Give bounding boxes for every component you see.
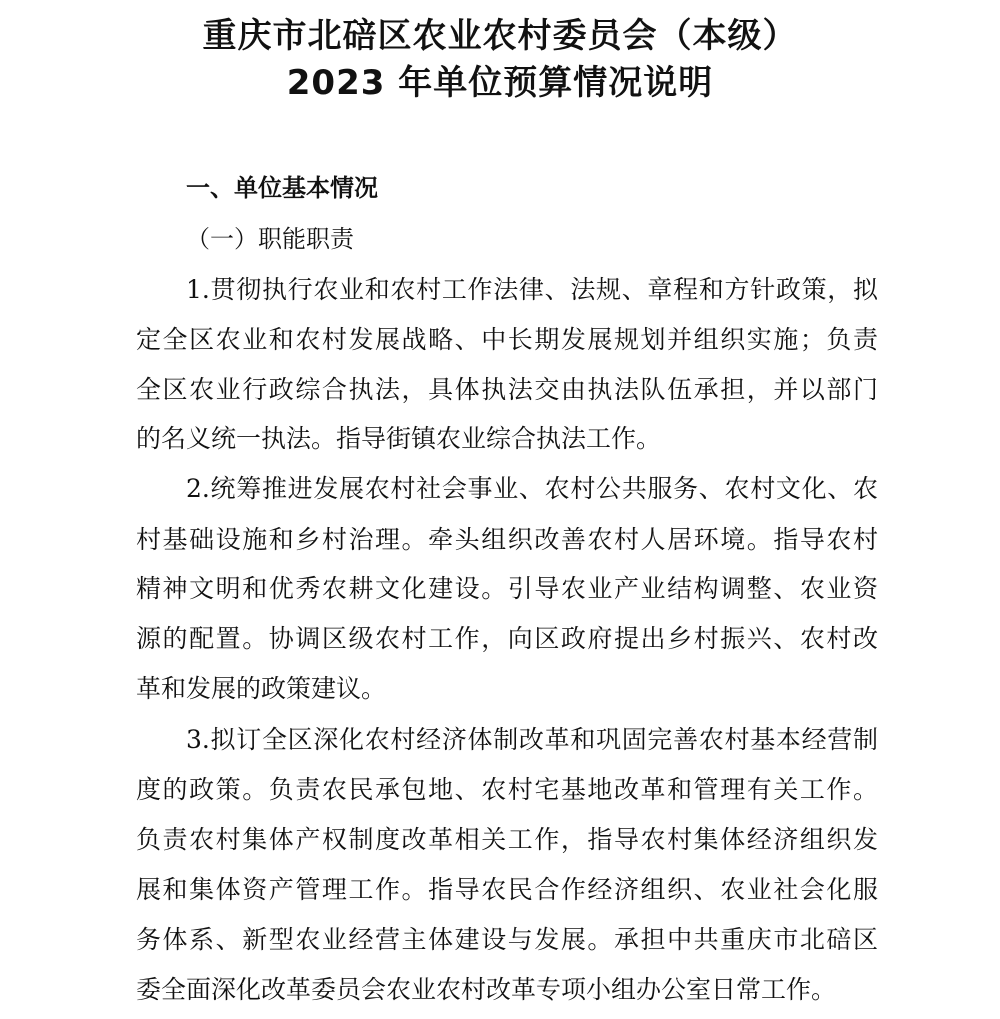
document-title-line1: 重庆市北碚区农业农村委员会（本级） [202,16,798,56]
item2-line1: 2.统筹推进发展农村社会事业、农村公共服务、农村文化、农 [186,474,878,503]
item2-line4: 源的配置。协调区级农村工作，向区政府提出乡村振兴、农村改 [136,624,878,653]
item3-line1: 3.拟订全区深化农村经济体制改革和巩固完善农村基本经营制 [186,725,878,754]
item2-line3: 精神文明和优秀农耕文化建设。引导农业产业结构调整、农业资 [136,574,878,603]
item1-line3: 全区农业行政综合执法，具体执法交由执法队伍承担，并以部门 [136,375,878,404]
item3-line5: 务体系、新型农业经营主体建设与发展。承担中共重庆市北碚区 [136,925,878,954]
subsection-heading-functions: （一）职能职责 [186,225,354,253]
section-heading-basic-info: 一、单位基本情况 [186,174,378,202]
item3-line2: 度的政策。负责农民承包地、农村宅基地改革和管理有关工作。 [136,775,878,804]
item2-line2: 村基础设施和乡村治理。牵头组织改善农村人居环境。指导农村 [136,525,878,554]
item1-line2: 定全区农业和农村发展战略、中长期发展规划并组织实施；负责 [136,325,878,354]
item3-line4: 展和集体资产管理工作。指导农民合作经济组织、农业社会化服 [136,875,878,904]
document-title-line2: 2023 年单位预算情况说明 [286,63,714,103]
item3-line3: 负责农村集体产权制度改革相关工作，指导农村集体经济组织发 [136,825,878,854]
item3-line6: 委全面深化改革委员会农业农村改革专项小组办公室日常工作。 [136,975,837,1004]
item1-line1: 1.贯彻执行农业和农村工作法律、法规、章程和方针政策，拟 [186,275,878,304]
item2-line5: 革和发展的政策建议。 [136,674,387,703]
item1-line4: 的名义统一执法。指导街镇农业综合执法工作。 [136,424,662,453]
